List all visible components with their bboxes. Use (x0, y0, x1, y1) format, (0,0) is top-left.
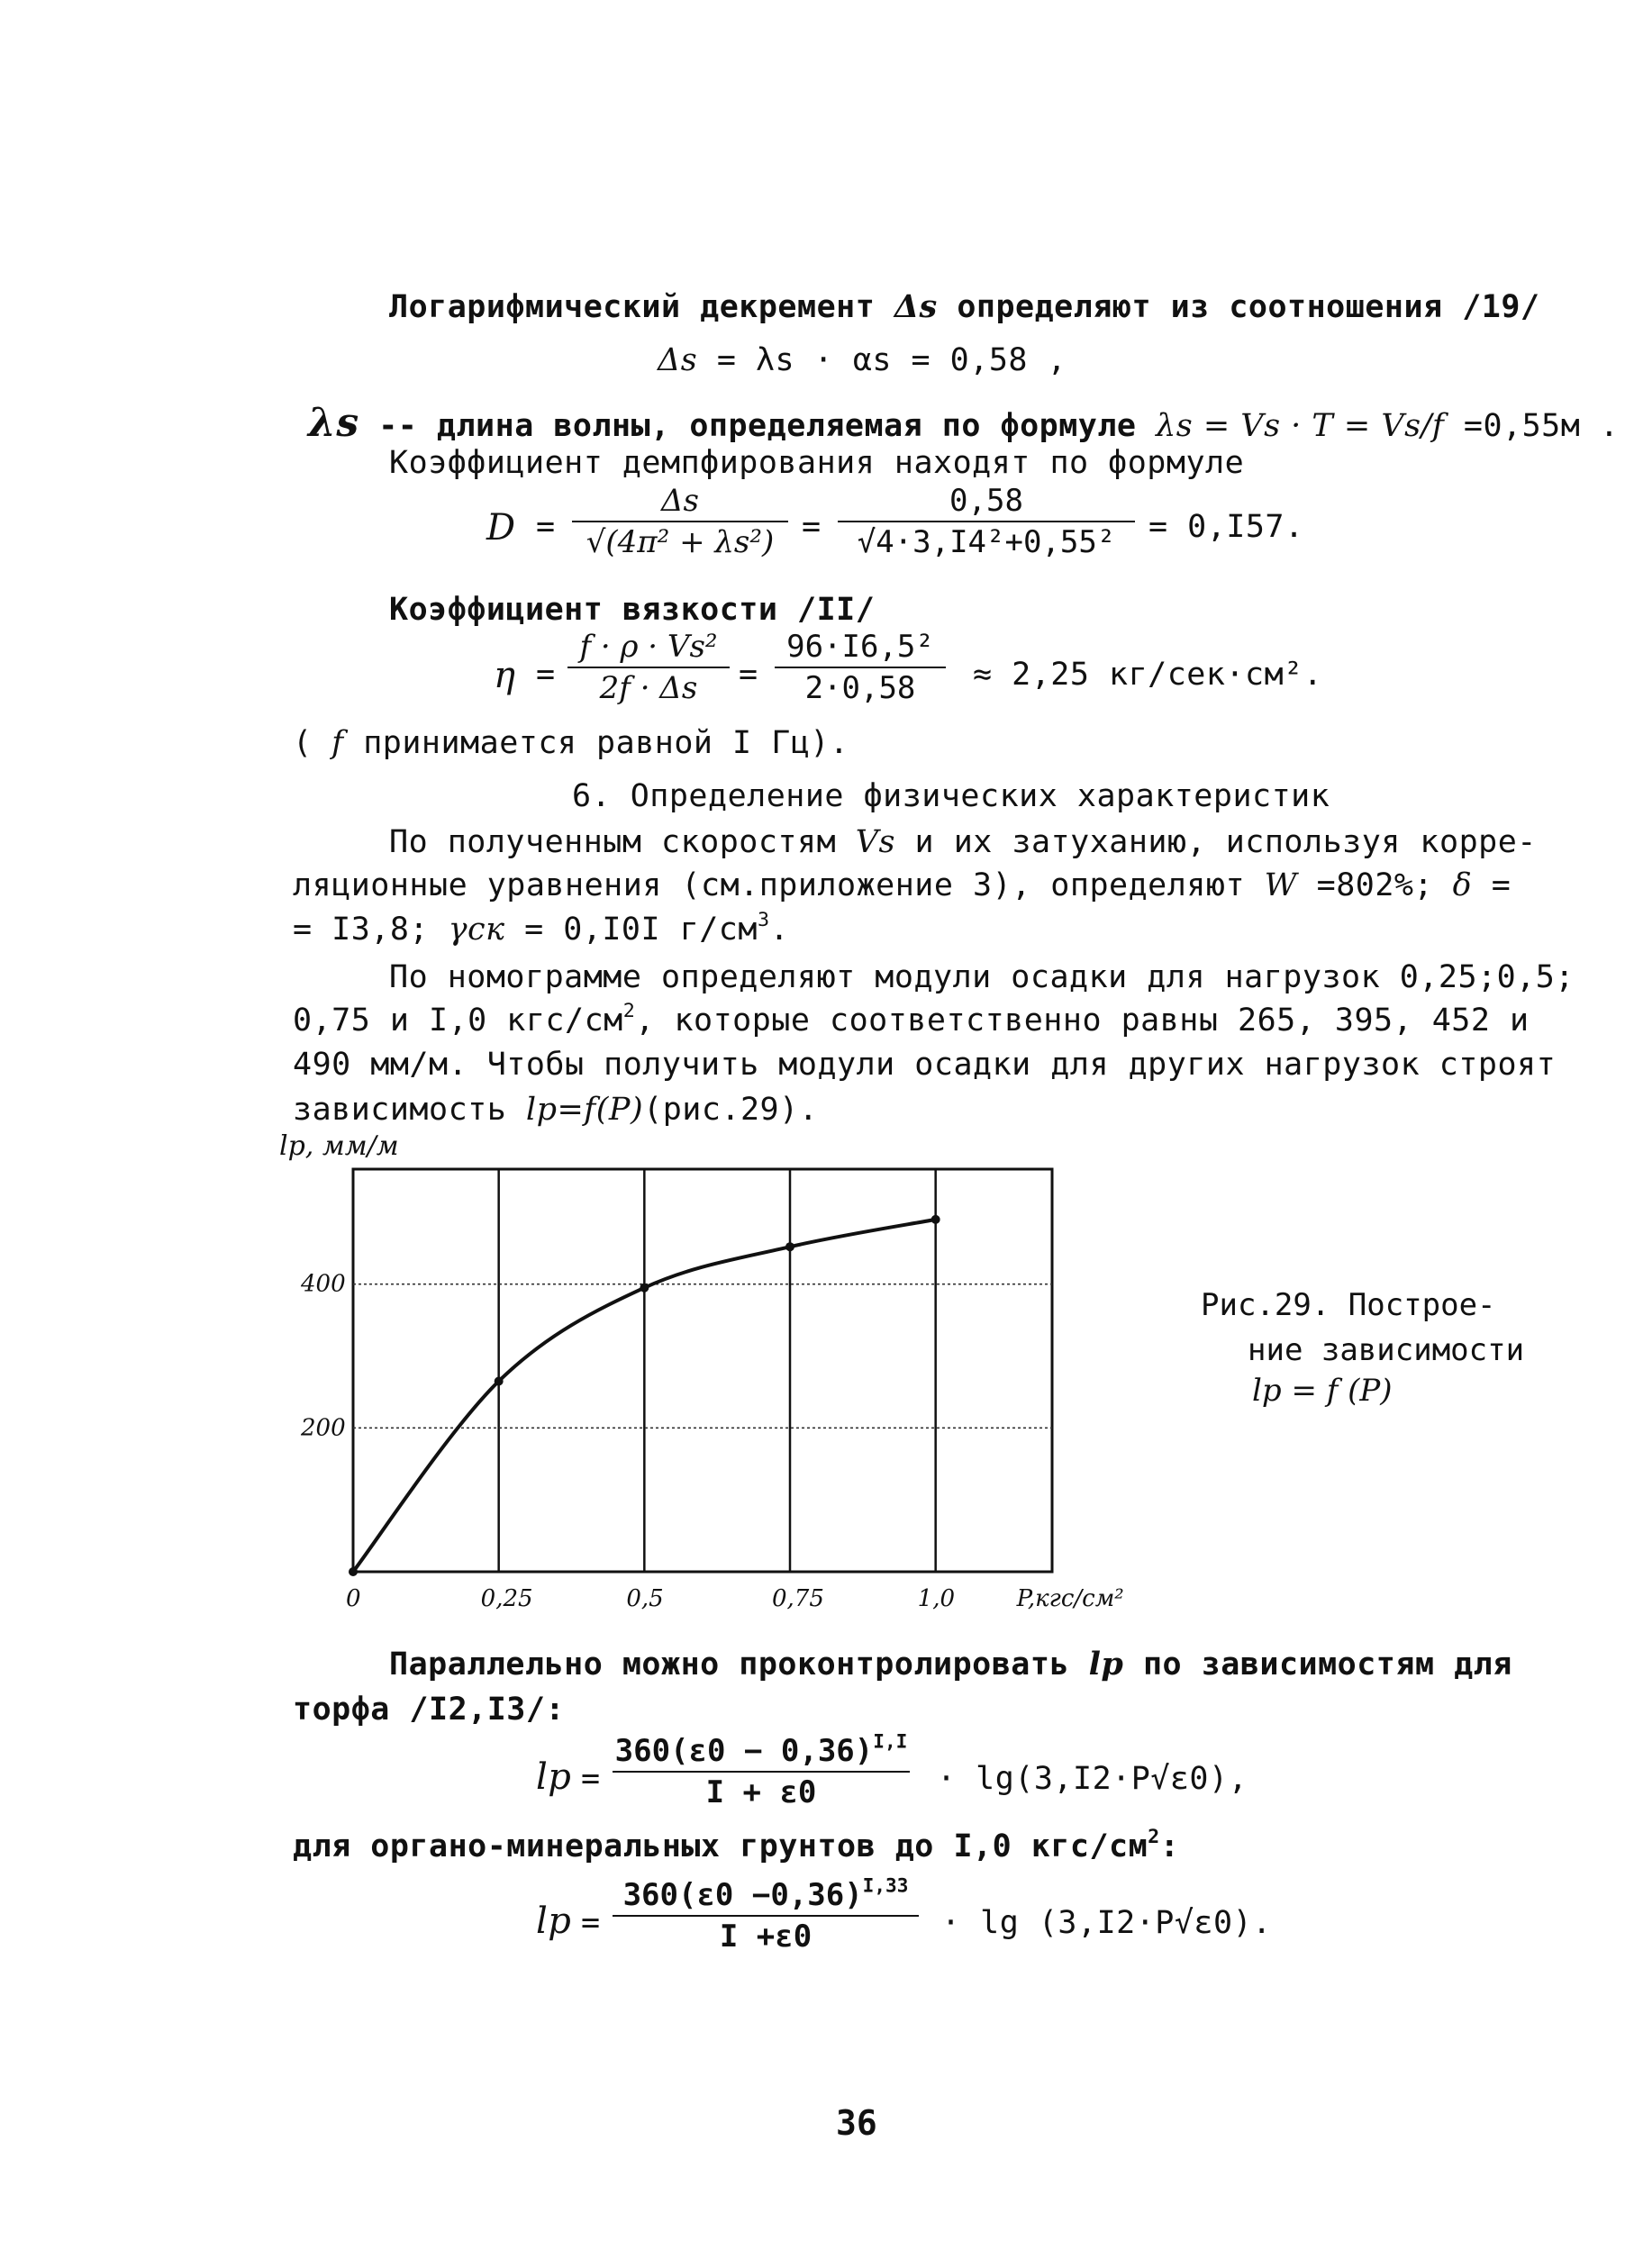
chart-point-3 (640, 1284, 649, 1293)
section-heading: 6. Определение физических характеристик (572, 778, 1330, 814)
equation-eta-fraction-2: 96·I6,5² 2·0,58 (775, 627, 946, 708)
chart-x-tick-1: 0 (346, 1585, 361, 1612)
paragraph-1-line-2: ляционные уравнения (см.приложение 3), определяют W =802%; δ = (293, 867, 1512, 903)
figure-caption-line-1: Рис.29. Построе- (1201, 1287, 1496, 1323)
equation-peat-fraction: $360(\varepsilon 0 - 0,36)^{I,I}$ I + ε0 (613, 1731, 910, 1812)
chart-y-tick-400: 400 (301, 1270, 346, 1298)
equation-eta-fraction-1: f · ρ · Vs² 2f · Δs (567, 627, 730, 708)
chart-point-4 (785, 1242, 794, 1251)
figure-caption-line-2: ние зависимости (1248, 1332, 1525, 1368)
equation-om-lhs: lp (536, 1901, 572, 1942)
chart-x-tick-5: 1,0 (917, 1585, 956, 1612)
equation-d-fraction-1: Δs √(4π² + λs²) (572, 481, 788, 562)
chart-x-axis-label: P,кгс/см² (1016, 1585, 1124, 1612)
chart-y-axis-label: lp, мм/м (279, 1130, 399, 1162)
paragraph-1-line-1: По полученным скоростям Vs и их затуханию, используя корре- (389, 824, 1537, 860)
equation-d-equals1: = (536, 509, 556, 545)
chart-point-1 (349, 1567, 358, 1576)
text-line-damping: Коэффициент демпфирования находят по формуле (389, 445, 1245, 481)
paragraph-2-line-2: 0,75 и I,0 кгс/$см^2$, которые соответственно равны 265, 395, 452 и (293, 999, 1530, 1039)
page-number: 36 (836, 2103, 877, 2143)
equation-eta-equals2: = (739, 657, 758, 693)
paragraph-3-line-2: торфа /I2,I3/: (293, 1692, 566, 1728)
equation-delta: Δs = λs · αs = 0,58 , (658, 342, 1067, 378)
figure-caption-formula: lp = f (P) (1252, 1373, 1393, 1409)
chart-point-5 (931, 1215, 940, 1224)
equation-peat-log: · lg(3,I2·P√ε0), (937, 1761, 1248, 1797)
paragraph-3-line-1: Параллельно можно проконтролировать lp по зависимостям для (389, 1646, 1512, 1683)
chart-frame (353, 1169, 1052, 1572)
paragraph-2-line-4: зависимость lp=f(P)(рис.29). (293, 1092, 819, 1128)
equation-eta-equals1: = (536, 657, 556, 693)
equation-peat-equals: = (581, 1761, 601, 1797)
equation-eta-result: ≈ 2,25 кг/сек·см². (973, 657, 1323, 693)
equation-d-label: D (486, 507, 516, 549)
equation-om-fraction: $360(\varepsilon 0 -0,36)^{I,33}$ I +ε0 (613, 1875, 919, 1956)
equation-d-result: = 0,I57. (1148, 509, 1304, 545)
chart-y-tick-200: 200 (301, 1414, 346, 1442)
chart-x-tick-4: 0,75 (772, 1585, 824, 1612)
chart-x-tick-2: 0,25 (480, 1585, 533, 1612)
text-line-organo-mineral: для органо-минеральных грунтов до I,0 кгс/$см^2$: (293, 1825, 1180, 1864)
equation-om-equals: = (581, 1905, 601, 1941)
equation-eta-label: η (494, 655, 516, 696)
equation-d-fraction-2: 0,58 √4·3,I4²+0,55² (838, 481, 1135, 562)
text-line-wavelength: λs -- длина волны, определяемая по формуле λs = Vs · T = Vs/f =0,55м . (308, 400, 1620, 446)
text-line-viscosity: Коэффициент вязкости /II/ (389, 592, 876, 628)
equation-d-equals2: = (802, 509, 822, 545)
equation-peat-lhs: lp (536, 1756, 572, 1798)
paragraph-2-line-1: По номограмме определяют модули осадки для нагрузок 0,25;0,5; (389, 959, 1575, 995)
text-line-frequency-note: ( f принимается равной I Гц). (293, 725, 849, 761)
chart-point-2 (495, 1376, 504, 1385)
paragraph-2-line-3: 490 мм/м. Чтобы получить модули осадки для других нагрузок строят (293, 1047, 1557, 1083)
paragraph-1-line-3: = I3,8; γск = 0,I0I $г/см^3$. (293, 908, 790, 948)
chart-x-tick-3: 0,5 (626, 1585, 664, 1612)
equation-om-log: · lg (3,I2·P√ε0). (941, 1905, 1272, 1941)
text-line-log-decrement: Логарифмический декремент Δs определяют из соотношения /19/ (389, 288, 1540, 325)
